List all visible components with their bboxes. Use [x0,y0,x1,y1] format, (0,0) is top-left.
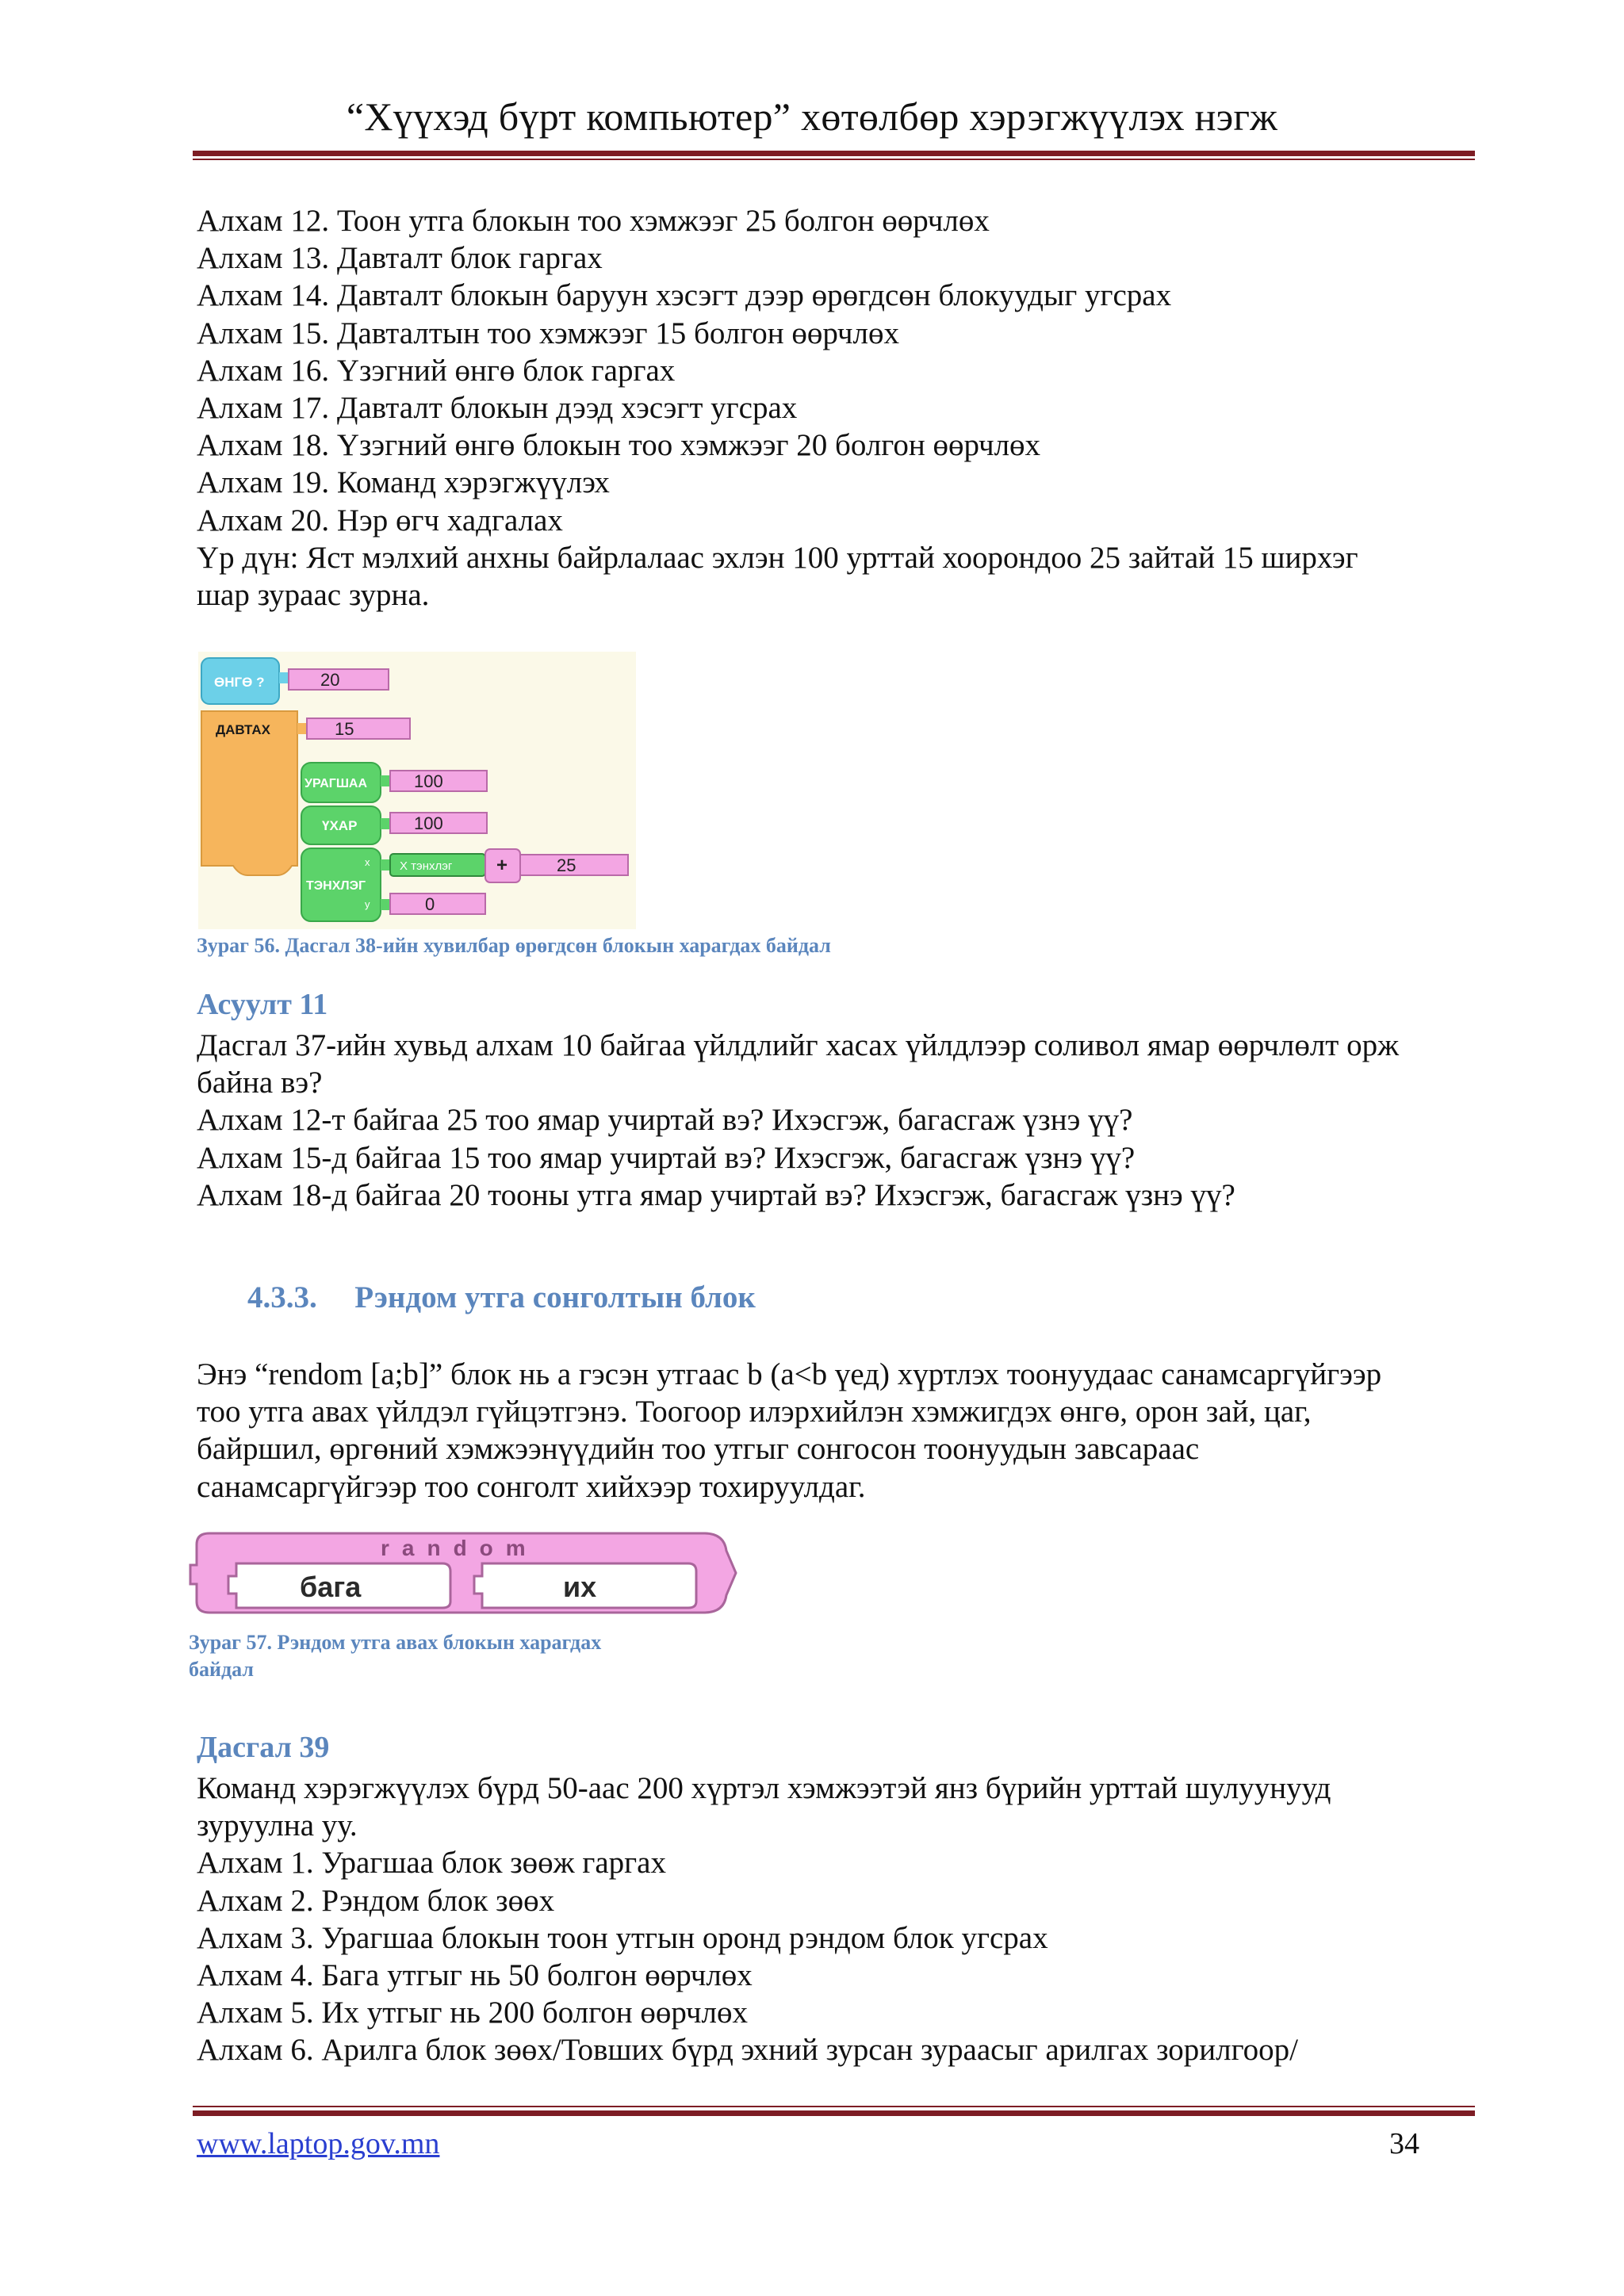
figure-56-block-program [198,652,636,929]
question-line: Алхам 12-т байгаа 25 тоо ямар учиртай вэ? Ихэсгэж, багасгаж үзнэ үү? [197,1103,1133,1138]
y-value: 0 [425,894,435,914]
exercise-line: Алхам 3. Урагшаа блокын тоон утгын оронд рэндом блок угсрах [197,1920,1048,1955]
exercise-line: зуруулна уу. [197,1808,358,1843]
paragraph-line: Энэ “rendom [a;b]” блок нь a гэсэн утгаас b (a<b үед) хүртлэх тоонуудаас санамсаргүйгээр [197,1357,1382,1391]
section-number: 4.3.3. [247,1280,317,1314]
forward-block-label: УРАГШАА [304,777,368,790]
plus-value: 25 [557,855,576,875]
random-block-title: random [381,1536,538,1560]
exercise-line: Алхам 2. Рэндом блок зөөх [197,1883,555,1918]
paragraph-line: тоо утга авах үйлдэл гүйцэтгэнэ. Тоогоор илэрхийлэн хэмжигдэх өнгө, орон зай, цаг, [197,1395,1312,1429]
random-low-slot: бага [300,1571,362,1603]
page-number: 34 [1389,2127,1419,2160]
figure-56-caption: Зураг 56. Дасгал 38-ийн хувилбар өрөгдсөн блокын харагдах байдал [197,934,831,957]
section-title: Рэндом утга сонголтын блок [354,1280,756,1314]
step-line: Алхам 12. Тоон утга блокын тоо хэмжээг 25 болгон өөрчлөх [197,204,990,238]
plus-operator: + [496,855,508,876]
coordinate-block-label: ТЭНХЛЭГ [306,879,366,893]
color-block-label: ӨНГӨ ? [214,675,265,690]
random-high-slot: их [563,1571,597,1603]
header-rule-thin [193,159,1475,160]
question-11-heading: Асуулт 11 [197,988,328,1021]
repeat-block-label: ДАВТАХ [216,722,270,737]
step-line: Алхам 16. Үзэгний өнгө блок гаргах [197,353,676,388]
repeat-value: 15 [335,719,354,739]
question-line: Алхам 18-д байгаа 20 тооны утга ямар учиртай вэ? Ихэсгэж, багасгаж үзнэ үү? [197,1177,1235,1212]
step-line: Алхам 14. Давталт блокын баруун хэсэгт дээр өрөгдсөн блокуудыг угсрах [197,278,1172,313]
exercise-line: Команд хэрэгжүүлэх бүрд 50-аас 200 хүртэл хэмжээтэй янз бүрийн урттай шулуунууд [197,1771,1331,1805]
result-line: шар зураас зурна. [197,578,430,613]
question-line: Дасгал 37-ийн хувьд алхам 10 байгаа үйлдлийг хасах үйлдлээр соливол ямар өөрчлөлт орж [197,1028,1400,1062]
forward-value: 100 [414,771,443,791]
exercise-line: Алхам 1. Урагшаа блок зөөж гаргах [197,1846,666,1881]
header-rule [193,151,1475,156]
figure-57-caption [189,1629,601,1683]
caption-line: Зураг 57. Рэндом утга авах блокын харагдах [189,1631,602,1654]
y-port-label: y [365,898,370,910]
exercise-39-body [197,1770,1481,2069]
section-heading [247,1280,756,1315]
paragraph-line: байршил, өргөний хэмжээнүүдийн тоо утгыг сонгосон тоонуудын завсараас [197,1432,1200,1467]
step-line: Алхам 17. Давталт блокын дээд хэсэгт угсрах [197,391,798,426]
caption-line: байдал [189,1658,254,1681]
jump-value: 100 [414,813,443,833]
step-line: Алхам 18. Үзэгний өнгө блокын тоо хэмжээг 20 болгон өөрчлөх [197,428,1041,463]
exercise-line: Алхам 6. Арилга блок зөөх/Товших бүрд эхний зурсан зураасыг арилгах зорилгоор/ [197,2033,1298,2068]
step-line: Алхам 20. Нэр өгч хадгалах [197,503,563,538]
question-line: байна вэ? [197,1066,323,1100]
question-line: Алхам 15-д байгаа 15 тоо ямар учиртай вэ? Ихэсгэж, багасгаж үзнэ үү? [197,1140,1136,1175]
x-axis-sensor-label: X тэнхлэг [400,859,453,873]
step-line: Алхам 15. Давталтын тоо хэмжээг 15 болгон өөрчлөх [197,316,900,350]
steps-top-list [197,202,1481,614]
exercise-line: Алхам 5. Их утгыг нь 200 болгон өөрчлөх [197,1996,748,2030]
exercise-line: Алхам 4. Бага утгыг нь 50 болгон өөрчлөх [197,1958,753,1993]
x-port-label: x [365,856,370,868]
result-line: Үр дүн: Яст мэлхий анхны байрлалаас эхлэн 100 урттай хоорондоо 25 зайтай 15 ширхэг [197,540,1358,575]
page-header-title: “Хүүхэд бүрт компьютер” хөтөлбөр хэрэгжүүлэх нэгж [346,94,1278,139]
footer-rule-thin [193,2106,1475,2107]
footer-rule [193,2110,1475,2116]
step-line: Алхам 13. Давталт блок гаргах [197,241,603,276]
question-11-body [197,1027,1481,1214]
figure-57-random-block [189,1527,744,1621]
step-line: Алхам 19. Команд хэрэгжүүлэх [197,465,610,500]
color-value: 20 [320,670,340,690]
exercise-39-heading: Дасгал 39 [197,1731,330,1764]
paragraph-line: санамсаргүйгээр тоо сонголт хийхээр тохируулдаг. [197,1469,866,1504]
jump-block-label: ҮХАР [322,818,358,833]
footer-website-link[interactable]: www.laptop.gov.mn [197,2127,440,2160]
section-paragraph [197,1356,1481,1506]
